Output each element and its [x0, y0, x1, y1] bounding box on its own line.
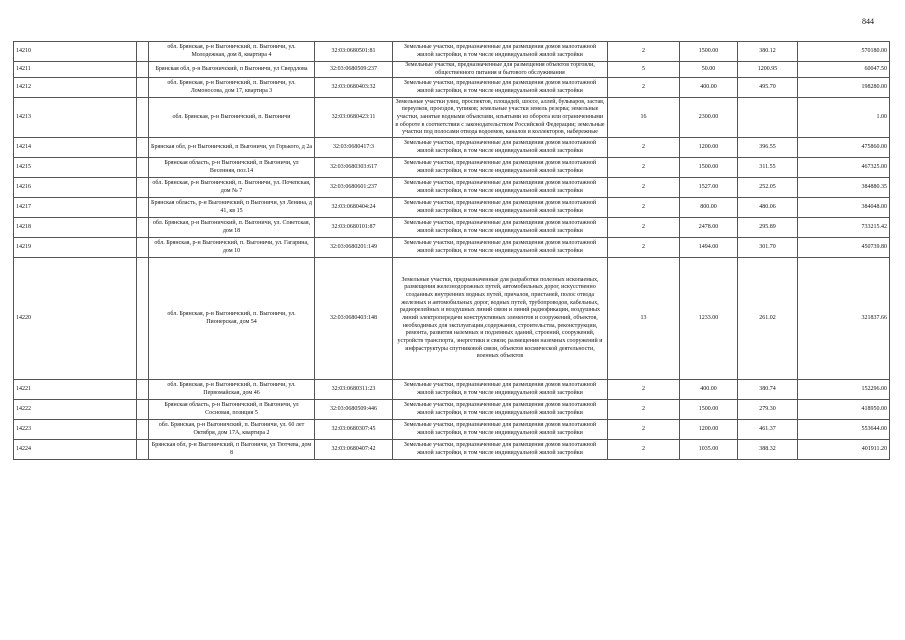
- address-cell: Брянская область, р-н Выгоничский, п Выгоничи, ул Ленина, д 41, кв 15: [149, 198, 315, 218]
- area-cell: 50.00: [680, 62, 738, 78]
- use-code-cell: 2: [608, 198, 680, 218]
- area-cell: 1200.00: [680, 138, 738, 158]
- unit-value-cell: 301.70: [738, 238, 798, 258]
- blank-cell: [137, 218, 149, 238]
- land-use-cell: Земельные участки, предназначенные для размещения домов малоэтажной жилой застройки, в том числе индивидуальной жилой застройки: [393, 158, 608, 178]
- use-code-cell: 2: [608, 400, 680, 420]
- cadastral-value-cell: 60047.50: [798, 62, 890, 78]
- address-cell: Брянская обл, р-н Выгоничский, п Выгоничи, ул Горького, д 2а: [149, 138, 315, 158]
- table-row: [14, 78, 890, 98]
- table-row: [14, 62, 890, 78]
- record-number-cell: 14215: [14, 158, 137, 178]
- table-row: [14, 420, 890, 440]
- area-cell: 1500.00: [680, 158, 738, 178]
- blank-cell: [137, 62, 149, 78]
- table-row: [14, 400, 890, 420]
- record-number-cell: 14211: [14, 62, 137, 78]
- land-use-cell: Земельные участки, предназначенные для размещения домов малоэтажной жилой застройки, в том числе индивидуальной жилой застройки: [393, 198, 608, 218]
- table-row: [14, 138, 890, 158]
- land-use-cell: Земельные участки, предназначенные для размещения домов малоэтажной жилой застройки, в том числе индивидуальной жилой застройки: [393, 400, 608, 420]
- address-cell: Брянская обл, р-н Выгоничский, п Выгоничи, ул Свердлова: [149, 62, 315, 78]
- cadastral-number-cell: 32:03:0680311:23: [315, 380, 393, 400]
- area-cell: 1527.00: [680, 178, 738, 198]
- blank-cell: [137, 78, 149, 98]
- table-row: [14, 258, 890, 380]
- record-number-cell: 14219: [14, 238, 137, 258]
- unit-value-cell: [738, 98, 798, 138]
- unit-value-cell: 279.30: [738, 400, 798, 420]
- blank-cell: [137, 400, 149, 420]
- area-cell: 800.00: [680, 198, 738, 218]
- address-cell: обл. Брянская, р-н Выгоничский, п. Выгоничи, ул. Советская, дом 18: [149, 218, 315, 238]
- table-row: [14, 178, 890, 198]
- cadastral-value-cell: 198280.00: [798, 78, 890, 98]
- unit-value-cell: 252.05: [738, 178, 798, 198]
- land-plots-table: [13, 41, 890, 460]
- address-cell: обл. Брянская, р-н Выгоничский, п. Выгоничи, ул. Первомайская, дом 46: [149, 380, 315, 400]
- land-use-cell: Земельные участки, предназначенные для размещения домов малоэтажной жилой застройки, в том числе индивидуальной жилой застройки: [393, 380, 608, 400]
- blank-cell: [137, 440, 149, 460]
- use-code-cell: 16: [608, 98, 680, 138]
- cadastral-value-cell: 733215.42: [798, 218, 890, 238]
- cadastral-number-cell: 32:03:0680501:81: [315, 42, 393, 62]
- area-cell: 2300.00: [680, 98, 738, 138]
- table-row: [14, 42, 890, 62]
- land-use-cell: Земельные участки, предназначенные для размещения домов малоэтажной жилой застройки, в том числе индивидуальной жилой застройки: [393, 238, 608, 258]
- unit-value-cell: 295.89: [738, 218, 798, 238]
- cadastral-number-cell: 32:03:0680417:3: [315, 138, 393, 158]
- address-cell: обл. Брянская, р-н Выгоничский, п. Выгоничи, ул. Почепская, дом № 7: [149, 178, 315, 198]
- record-number-cell: 14222: [14, 400, 137, 420]
- cadastral-number-cell: 32:03:0680201:149: [315, 238, 393, 258]
- record-number-cell: 14220: [14, 258, 137, 380]
- record-number-cell: 14214: [14, 138, 137, 158]
- address-cell: Брянская область, р-н Выгоничский, п Выгоничи, ул Весенняя, поз.14: [149, 158, 315, 178]
- cadastral-value-cell: 553644.00: [798, 420, 890, 440]
- address-cell: Брянская область, р-н Выгоничский, п Выгоничи, ул Сосновая, позиция 5: [149, 400, 315, 420]
- unit-value-cell: 480.06: [738, 198, 798, 218]
- use-code-cell: 2: [608, 380, 680, 400]
- record-number-cell: 14213: [14, 98, 137, 138]
- area-cell: 1494.00: [680, 238, 738, 258]
- cadastral-value-cell: 467325.00: [798, 158, 890, 178]
- blank-cell: [137, 98, 149, 138]
- area-cell: 1200.00: [680, 420, 738, 440]
- unit-value-cell: 396.55: [738, 138, 798, 158]
- record-number-cell: 14212: [14, 78, 137, 98]
- cadastral-value-cell: 321837.66: [798, 258, 890, 380]
- blank-cell: [137, 138, 149, 158]
- cadastral-number-cell: 32:03:0680423:11: [315, 98, 393, 138]
- land-use-cell: Земельные участки, предназначенные для размещения домов малоэтажной жилой застройки, в том числе индивидуальной жилой застройки: [393, 218, 608, 238]
- cadastral-number-cell: 32:03:0680403:148: [315, 258, 393, 380]
- cadastral-number-cell: 32:03:0680509:446: [315, 400, 393, 420]
- cadastral-value-cell: 450739.80: [798, 238, 890, 258]
- cadastral-number-cell: 32:03:0680601:237: [315, 178, 393, 198]
- land-use-cell: Земельные участки, предназначенные для размещения домов малоэтажной жилой застройки, в том числе индивидуальной жилой застройки: [393, 440, 608, 460]
- unit-value-cell: 311.55: [738, 158, 798, 178]
- unit-value-cell: 1200.95: [738, 62, 798, 78]
- blank-cell: [137, 380, 149, 400]
- land-use-cell: Земельные участки, предназначенные для размещения домов малоэтажной жилой застройки, в том числе индивидуальной жилой застройки: [393, 42, 608, 62]
- land-use-cell: Земельные участки, предназначенные для размещения объектов торговли, общественного питания и бытового обслуживания: [393, 62, 608, 78]
- unit-value-cell: 461.37: [738, 420, 798, 440]
- cadastral-value-cell: 475860.00: [798, 138, 890, 158]
- blank-cell: [137, 42, 149, 62]
- land-use-cell: Земельные участки улиц, проспектов, площадей, шоссе, аллей, бульваров, застав, переулков, проездов, тупиков; земельные участки земель резерва; земельные участки, занятые водными объектами, изъятыми из оборота или ограниченными в обороте в соответствии с законодательством Российской Федерации; земельные участки под полосами отвода водоемов, каналов и коллекторов, набережные: [393, 98, 608, 138]
- land-use-cell: Земельные участки, предназначенные для разработки полезных ископаемых, размещения железнодорожных путей, автомобильных дорог, искусственно созданных внутренних водных путей, причалов, пристаней, полос отвода железных и автомобильных дорог, водных путей, трубопроводов, кабельных, радиорелейных и воздушных линий связи и линий радиофикации, воздушных линий электропередачи конструктивных элементов и сооружений, объектов, необходимых для эксплуатации,содержания, строительства, реконструкции, ремонта, развития наземных и подземных зданий, строений, сооружений, устройств транспорта, энергетики и связи; размещения наземных сооружений и инфраструктуры спутниковой связи, объектов космической деятельности, военных объектов: [393, 258, 608, 380]
- cadastral-number-cell: 32:03:0680307:45: [315, 420, 393, 440]
- cadastral-value-cell: 384048.00: [798, 198, 890, 218]
- use-code-cell: 2: [608, 420, 680, 440]
- blank-cell: [137, 198, 149, 218]
- page-number: 844: [862, 17, 874, 26]
- blank-cell: [137, 258, 149, 380]
- blank-cell: [137, 158, 149, 178]
- cadastral-value-cell: 401911.20: [798, 440, 890, 460]
- table-row: [14, 198, 890, 218]
- unit-value-cell: 495.70: [738, 78, 798, 98]
- area-cell: 1233.00: [680, 258, 738, 380]
- record-number-cell: 14210: [14, 42, 137, 62]
- land-use-cell: Земельные участки, предназначенные для размещения домов малоэтажной жилой застройки, в том числе индивидуальной жилой застройки: [393, 78, 608, 98]
- cadastral-value-cell: 1.00: [798, 98, 890, 138]
- use-code-cell: 2: [608, 238, 680, 258]
- table-row: [14, 238, 890, 258]
- cadastral-number-cell: 32:03:0680404:24: [315, 198, 393, 218]
- use-code-cell: 2: [608, 138, 680, 158]
- cadastral-number-cell: 32:03:0680101:87: [315, 218, 393, 238]
- table-row: [14, 158, 890, 178]
- use-code-cell: 13: [608, 258, 680, 380]
- use-code-cell: 2: [608, 178, 680, 198]
- area-cell: 1035.00: [680, 440, 738, 460]
- unit-value-cell: 261.02: [738, 258, 798, 380]
- land-use-cell: Земельные участки, предназначенные для размещения домов малоэтажной жилой застройки, в том числе индивидуальной жилой застройки: [393, 420, 608, 440]
- unit-value-cell: 380.74: [738, 380, 798, 400]
- use-code-cell: 2: [608, 218, 680, 238]
- area-cell: 1500.00: [680, 400, 738, 420]
- address-cell: Брянская обл, р-н Выгоничский, п Выгоничи, ул Тютчева, дом 8: [149, 440, 315, 460]
- area-cell: 400.00: [680, 380, 738, 400]
- address-cell: обл. Брянская, р-н Выгоничский, п. Выгоничи, ул. Ломоносова, дом 17, квартира 3: [149, 78, 315, 98]
- blank-cell: [137, 238, 149, 258]
- blank-cell: [137, 178, 149, 198]
- record-number-cell: 14224: [14, 440, 137, 460]
- land-use-cell: Земельные участки, предназначенные для размещения домов малоэтажной жилой застройки, в том числе индивидуальной жилой застройки: [393, 178, 608, 198]
- table-row: [14, 218, 890, 238]
- cadastral-number-cell: 32:03:0680407:42: [315, 440, 393, 460]
- address-cell: обл. Брянская, р-н Выгоничский, п. Выгоничи, ул. Молодежная, дом 8, квартира 4: [149, 42, 315, 62]
- use-code-cell: 2: [608, 440, 680, 460]
- record-number-cell: 14217: [14, 198, 137, 218]
- cadastral-number-cell: 32:03:0680403:32: [315, 78, 393, 98]
- cadastral-number-cell: 32:03:0680509:237: [315, 62, 393, 78]
- cadastral-value-cell: 570180.00: [798, 42, 890, 62]
- address-cell: обл. Брянская, р-н Выгоничский, п. Выгоничи: [149, 98, 315, 138]
- record-number-cell: 14218: [14, 218, 137, 238]
- area-cell: 2478.00: [680, 218, 738, 238]
- table-row: [14, 98, 890, 138]
- table-row: [14, 380, 890, 400]
- use-code-cell: 2: [608, 158, 680, 178]
- cadastral-value-cell: 152296.00: [798, 380, 890, 400]
- area-cell: 400.00: [680, 78, 738, 98]
- use-code-cell: 5: [608, 62, 680, 78]
- record-number-cell: 14223: [14, 420, 137, 440]
- cadastral-value-cell: 418950.00: [798, 400, 890, 420]
- unit-value-cell: 388.32: [738, 440, 798, 460]
- cadastral-value-cell: 384880.35: [798, 178, 890, 198]
- land-use-cell: Земельные участки, предназначенные для размещения домов малоэтажной жилой застройки, в том числе индивидуальной жилой застройки: [393, 138, 608, 158]
- use-code-cell: 2: [608, 78, 680, 98]
- record-number-cell: 14221: [14, 380, 137, 400]
- cadastral-number-cell: 32:03:0680303:617: [315, 158, 393, 178]
- address-cell: обл. Брянская, р-н Выгоничский, п. Выгоничи, ул. Гагарина, дом 10: [149, 238, 315, 258]
- use-code-cell: 2: [608, 42, 680, 62]
- blank-cell: [137, 420, 149, 440]
- table-row: [14, 440, 890, 460]
- unit-value-cell: 380.12: [738, 42, 798, 62]
- record-number-cell: 14216: [14, 178, 137, 198]
- address-cell: обл. Брянская, р-н Выгоничский, п. Выгоничи, ул. 60 лет Октября, дом 17А, квартира 2: [149, 420, 315, 440]
- address-cell: обл. Брянская, р-н Выгоничский, п. Выгоничи, ул. Пионерская, дом 54: [149, 258, 315, 380]
- area-cell: 1500.00: [680, 42, 738, 62]
